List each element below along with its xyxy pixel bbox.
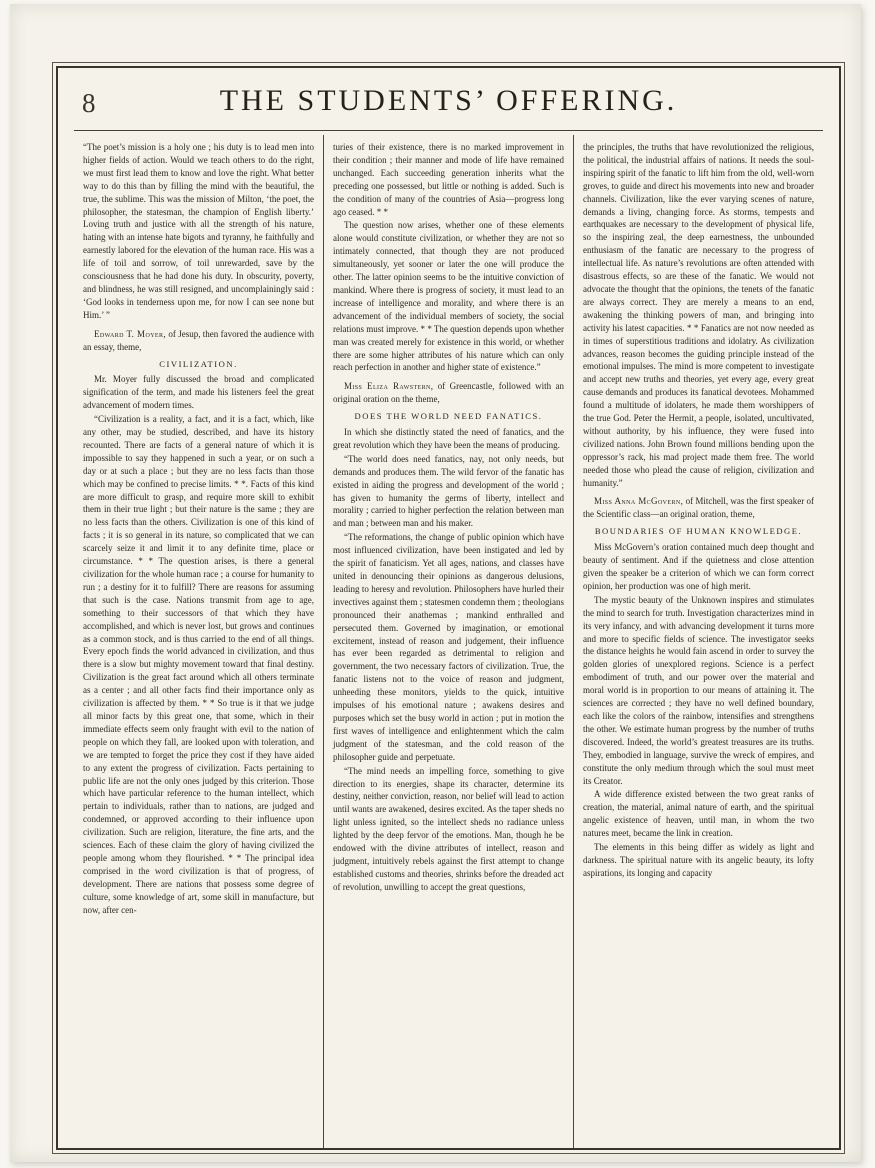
oration-title: DOES THE WORLD NEED FANATICS.	[354, 411, 543, 422]
byline-text: of Mitchell, was the first speaker of the Scientific class—an original oration, theme,	[583, 496, 815, 520]
article-columns	[74, 135, 823, 1149]
paragraph: In which she distinctly stated the need of fanatics, and the great revolution which they have been the means of producing.	[333, 427, 564, 450]
page-number: 8	[82, 88, 96, 118]
paragraph: The question now arises, whether one of these elements alone would constitute civilization, or whether they are not so intimately connected, that though they are not produced simultaneously, yet sooner or later the one will produce the other. The latter opinion seems to be the intuitive conviction of mankind. Where there is progress of society, it must lead to an increase of intelligence and morality, and where there is an advancement of the individual members of society, the social relations must improve. * * The question depends upon whether man was created merely for existence in this world, or whether there are some higher attributes of his nature which can only reach perfection in another and higher state of existence.”	[333, 220, 564, 373]
paragraph: Mr. Moyer fully discussed the broad and complicated signification of the term, and made his listeners feel the great advancement of modern times.	[83, 374, 314, 411]
byline-text: of Jesup, then favored the audience with an essay, theme,	[83, 328, 315, 352]
paragraph: “Civilization is a reality, a fact, and it is a fact, which, like any other, may be studied, described, and have its history recounted. There are facts of a general nature of which it is impossible to say they happened in such a year, or on such a day or at such a place ; but they are no less facts than those which may be confined to precise limits. * *. Facts of this kind are more difficult to grasp, and require more skill to exhibit them in their true light ; but their nature is the same ; they are no less facts than the others. Civilization is one of this kind of facts ; it is so general in its nature, so complicated that we can scarcely seize it and limit it to any definite time, place or circumstance. * * The question arises, is there a general civilization for the whole human race ; a course for humanity to run ; a destiny for it to fulfill? There are reasons for assuming that such is the case. Nations transmit from age to age, something to their successors of that which they have accomplished, and which is never lost, but grows and continues as a common stock, and is thus carried to the end of all things. Every epoch finds the world advanced in civilization, and thus there is a slow but mighty movement toward that final destiny. Civilization is the great fact around which all others terminate as a center ; and all other facts find their importance only as civilization is affected by them. * * So true is it that we judge all minor facts by this great one, that some, which in their immediate effects seem only fraught with evil to the nation of people on which they fall, are looked upon with toleration, and we are tempted to forget the price they cost if they have aided to any extent the progress of civilization. Facts pertaining to public life are not the only ones judged by this criterion. Those which have particular reference to the human intellect, which pertain to individuals, rather than to nations, are judged and condemned, or approved according to their influence upon civilization. Such are religion, literature, the fine arts, and the sciences. Each of these claim the glory of having civilized the people among whom they flourished. * * The principal idea comprised in the word civilization is that of progress, of development. There are nations that possess some degree of culture, some knowledge of art, some skill in manufacture, but now, after cen-	[83, 414, 314, 915]
paragraph: “The world does need fanatics, nay, not only needs, but demands and produces them. The wild fervor of the fanatic has existed in aiding the progress and development of the world ; has given to humanity the germs of liberty, intellect and morality ; carried to higher perfection the relation between man and man ; between man and his maker.	[333, 453, 564, 529]
oration-title: BOUNDARIES OF HUMAN KNOWLEDGE.	[594, 526, 803, 537]
paragraph: The elements in this being differ as widely as light and darkness. The spiritual nature with its angelic beauty, its lofty aspirations, its longing and capacity	[583, 842, 814, 878]
column-3	[573, 135, 823, 1149]
byline	[583, 495, 814, 521]
byline	[83, 328, 314, 354]
oration-title: CIVILIZATION.	[159, 358, 238, 369]
paragraph: “The poet’s mission is a holy one ; his duty is to lead men into higher fields of action. Would we teach others to do the right, we must first lead them to know and love the right. What better way to do this than by filling the mind with the beautiful, the true, the sublime. This was the mission of Milton, ‘the poet, the philosopher, the statesman, the champion of English liberty.’ Loving truth and justice with all the strength of his nature, hating with an intense hate bigots and tyranny, he faithfully and earnestly labored for the elevation of the human race. His was a life of toil and sorrow, of toil unrewarded, save by the consciousness that he had done his duty. In obscurity, poverty, and blindness, he was still resigned, and uncomplainingly said : ‘God looks in tenderness upon me, for now I can see none but Him.’ ”	[83, 142, 314, 320]
paragraph: the principles, the truths that have revolutionized the religious, the political, the industrial affairs of nations. It needs the soul-inspiring spirit of the fanatic to lift him from the old, well-worn groves, to guide and direct his movements into new and broader channels. Civilization, like the ever varying scenes of nature, demands a living, changing force. As storms, tempests and earthquakes are necessary to the development of physical life, so the inspiring zeal, the deep earnestness, the unbounded enthusiasm of the fanatic are necessary to the progress of intellectual life. As nature’s revolutions are often attended with disastrous effects, so are these of the fanatic. We would not advocate the thought that the opinions, the tenets of the fanatic are always correct. They are merely a means to an end, awakening the thinking powers of man, and bringing into activity his latest capacities. * * Fanatics are not now needed as in times of superstitious traditions and idolatry. As civilization advances, reason becomes the guiding principle instead of the emotional impulses. The mind is more competent to investigate and accept new truths and theories, yet every age, every great cause demands and produces its fanatical devotees. Mohammed found a multitude of idolaters, he made them worshippers of the true God. Peter the Hermit, a people, isolated, uncultivated, without authority, by his influence, they were fused into civilized nations. John Brown found millions bending upon the oppressor’s rack, his mad project made them free. The world needed those who plead the cause of religion, civilization and humanity.”	[583, 142, 814, 488]
speaker-name: Miss Anna McGovern,	[594, 496, 684, 507]
page-title: THE STUDENTS’ OFFERING.	[219, 84, 678, 117]
paragraph: “The reformations, the change of public opinion which have most influenced civilization, have been instigated and led by the spirit of fanaticism. Yet all ages, nations, and classes have united in denouncing their opinions as dangerous delusions, leading to heresy and revolution. Philosophers have hurled their invectives against them ; statesmen condemn them ; theologians pronounced their anathemas ; mankind enthralled and persecuted them. Governed by imagination, or emotional excitement, instead of reason and judgement, their influence has ever been regarded as detrimental to religion and government, the two necessary factors of civilization. True, the fanatic listens not to the voice of reason and judgment, unheeding these monitors, yields to the quick, intuitive impulses of his emotional nature ; awakens desires and purposes which set the busy world in action ; put in motion the first waves of intelligence and enlightenment which the calm judgment of the statesman, and the cold reason of the philosopher guide and perpetuate.	[333, 532, 564, 762]
page-border-inner	[56, 66, 841, 1150]
header-rule	[74, 130, 823, 131]
paragraph: turies of their existence, there is no marked improvement in their condition ; their manner and mode of life have remained unchanged. Each succeeding generation inherits what the preceding one possessed, but little or nothing is added. Such is the condition of many of the countries of Asia—progress long ago ceased. * *	[333, 142, 564, 217]
column-1	[74, 135, 323, 1149]
byline	[333, 380, 564, 406]
speaker-name: Miss Eliza Rawstern,	[344, 381, 434, 392]
speaker-name: Edward T. Moyer,	[94, 328, 167, 339]
page-border	[52, 62, 845, 1154]
column-2	[323, 135, 573, 1149]
paragraph: “The mind needs an impelling force, something to give direction to its energies, shape its character, determine its destiny, neither conviction, reason, nor belief will lead to action until wants are awakened, desires excited. As the taper sheds no light unless ignited, so the intellect sheds no radiance unless lighted by the deep fervor of the emotions. Man, though he be endowed with the divine attributes of intellect, reason and judgment, intuitively rebels against the first attempt to change established customs and theories, shrinks before the dreaded act of revolution, unwilling to accept the great questions,	[333, 765, 564, 892]
byline-text: of Greencastle, followed with an original oration on the theme,	[333, 381, 564, 405]
paragraph: Miss McGovern’s oration contained much deep thought and beauty of sentiment. And if the quietness and close attention given the speaker be a criterion of which we can form correct opinion, her production was one of high merit.	[583, 542, 814, 591]
paragraph: A wide difference existed between the two great ranks of creation, the material, animal nature of earth, and the spiritual angelic existence of heaven, until man, in whom the two natures meet, became the link in creation.	[583, 789, 814, 839]
paragraph: The mystic beauty of the Unknown inspires and stimulates the mind to search for truth. Investigation characterizes mind in its very infancy, and with advancing development it turns more and more to specific fields of science. The investigator seeks the distance heights he would fain ascend in order to survey the golden glories of unexplored regions. Science is a perfect embodiment of truth, and our power over the material and moral world is in proportion to our means of attaining it. The sciences are corrected ; they have no well defined boundary, each like the colors of the rainbow, intensifies and strengthens the other. We estimate human progress by the number of truths discovered. Indeed, the world’s greatest treasures are its truths. They, embodied in language, survive the wreck of empires, and constitute the only medium through which the soul must meet its Creator.	[583, 594, 814, 786]
page-header	[74, 76, 823, 124]
